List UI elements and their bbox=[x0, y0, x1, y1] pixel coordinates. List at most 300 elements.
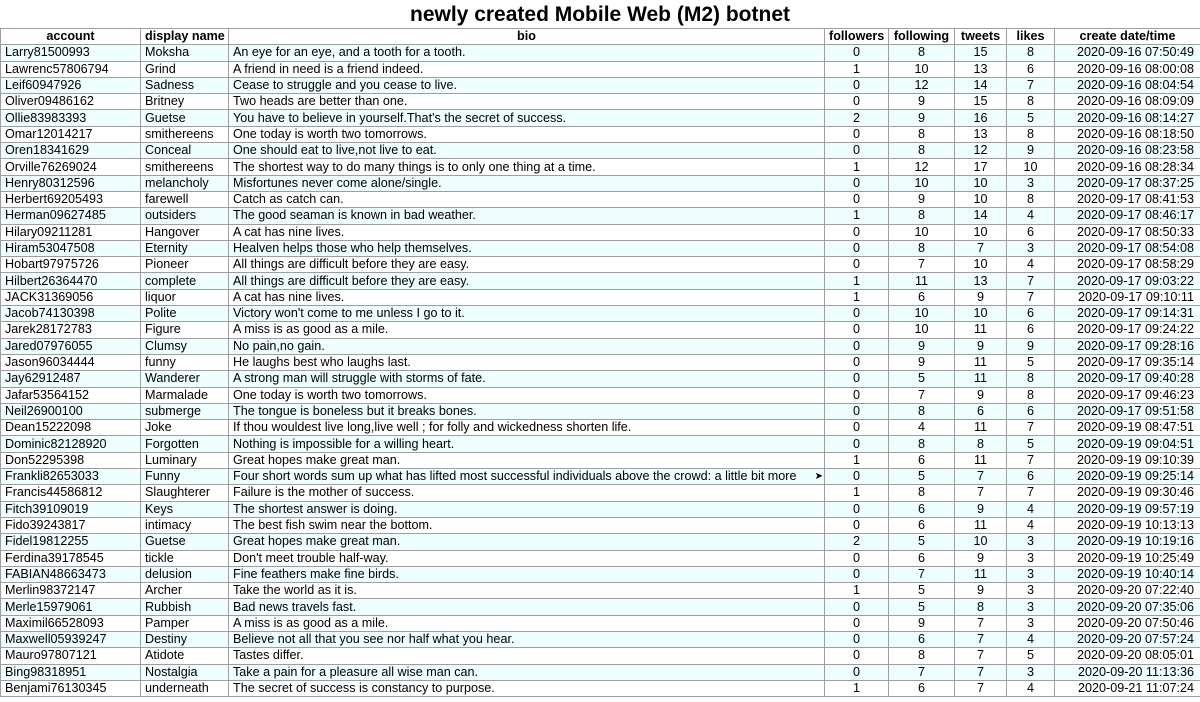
cell-following: 9 bbox=[889, 615, 955, 631]
cell-create-date: 2020-09-17 09:10:11 bbox=[1055, 289, 1200, 305]
cell-followers: 0 bbox=[825, 143, 889, 159]
cell-account: Herman09627485 bbox=[1, 208, 141, 224]
cell-bio bbox=[229, 159, 825, 175]
bio-text: You have to believe in yourself.That's the secret of success. bbox=[233, 110, 567, 125]
cell-bio bbox=[229, 664, 825, 680]
header-display-name[interactable]: display name bbox=[141, 29, 229, 45]
cell-create-date: 2020-09-16 08:09:09 bbox=[1055, 94, 1200, 110]
cell-following: 12 bbox=[889, 159, 955, 175]
table-row[interactable] bbox=[1, 599, 1200, 615]
cell-bio bbox=[229, 550, 825, 566]
cell-following: 6 bbox=[889, 452, 955, 468]
table-row[interactable] bbox=[1, 436, 1200, 452]
table-row[interactable] bbox=[1, 534, 1200, 550]
cell-tweets: 9 bbox=[955, 583, 1007, 599]
bio-text: A cat has nine lives. bbox=[233, 224, 345, 239]
cell-tweets: 9 bbox=[955, 387, 1007, 403]
cell-likes: 3 bbox=[1007, 550, 1055, 566]
table-row[interactable] bbox=[1, 615, 1200, 631]
bio-text: The secret of success is constancy to purpose. bbox=[233, 681, 495, 696]
cell-account: Fidel19812255 bbox=[1, 534, 141, 550]
cell-tweets: 7 bbox=[955, 240, 1007, 256]
cell-bio bbox=[229, 126, 825, 142]
table-row[interactable] bbox=[1, 45, 1200, 61]
table-row[interactable] bbox=[1, 680, 1200, 696]
cell-tweets: 6 bbox=[955, 403, 1007, 419]
bio-text: He laughs best who laughs last. bbox=[233, 355, 411, 370]
cell-likes: 3 bbox=[1007, 664, 1055, 680]
bio-text: All things are difficult before they are easy. bbox=[233, 257, 470, 272]
cell-display-name: Figure bbox=[141, 322, 229, 338]
cell-likes: 10 bbox=[1007, 159, 1055, 175]
bio-text: Fine feathers make fine birds. bbox=[233, 566, 399, 581]
cell-following: 8 bbox=[889, 648, 955, 664]
cell-followers: 0 bbox=[825, 354, 889, 370]
table-row[interactable] bbox=[1, 61, 1200, 77]
cell-display-name: tickle bbox=[141, 550, 229, 566]
cell-followers: 0 bbox=[825, 469, 889, 485]
page-title: newly created Mobile Web (M2) botnet bbox=[410, 3, 790, 26]
cell-display-name: Sadness bbox=[141, 77, 229, 93]
cell-bio bbox=[229, 420, 825, 436]
cell-following: 9 bbox=[889, 191, 955, 207]
cell-create-date: 2020-09-20 08:05:01 bbox=[1055, 648, 1200, 664]
cell-tweets: 11 bbox=[955, 371, 1007, 387]
cell-followers: 0 bbox=[825, 306, 889, 322]
table-row[interactable] bbox=[1, 452, 1200, 468]
cell-following: 9 bbox=[889, 94, 955, 110]
cell-following: 6 bbox=[889, 680, 955, 696]
table-row[interactable] bbox=[1, 517, 1200, 533]
cell-following: 5 bbox=[889, 599, 955, 615]
cell-following: 10 bbox=[889, 306, 955, 322]
cell-followers: 0 bbox=[825, 338, 889, 354]
cell-display-name: Destiny bbox=[141, 631, 229, 647]
table-row[interactable] bbox=[1, 387, 1200, 403]
cell-create-date: 2020-09-16 08:18:50 bbox=[1055, 126, 1200, 142]
cell-account: Merle15979061 bbox=[1, 599, 141, 615]
cell-create-date: 2020-09-17 08:58:29 bbox=[1055, 257, 1200, 273]
bio-text: Nothing is impossible for a willing heart. bbox=[233, 436, 455, 451]
cell-account: Maximil66528093 bbox=[1, 615, 141, 631]
cell-likes: 7 bbox=[1007, 485, 1055, 501]
cell-bio bbox=[229, 387, 825, 403]
cell-bio bbox=[229, 648, 825, 664]
cell-create-date: 2020-09-20 07:50:46 bbox=[1055, 615, 1200, 631]
cell-create-date: 2020-09-19 09:04:51 bbox=[1055, 436, 1200, 452]
cell-tweets: 10 bbox=[955, 224, 1007, 240]
cell-tweets: 9 bbox=[955, 338, 1007, 354]
cell-tweets: 14 bbox=[955, 208, 1007, 224]
cell-display-name: Clumsy bbox=[141, 338, 229, 354]
cell-likes: 9 bbox=[1007, 143, 1055, 159]
cell-create-date: 2020-09-19 10:19:16 bbox=[1055, 534, 1200, 550]
table-row[interactable] bbox=[1, 664, 1200, 680]
cell-likes: 6 bbox=[1007, 469, 1055, 485]
bio-text: A strong man will struggle with storms of fate. bbox=[233, 371, 486, 386]
cell-followers: 0 bbox=[825, 615, 889, 631]
cell-account: Hilary09211281 bbox=[1, 224, 141, 240]
cell-account: Hilbert26364470 bbox=[1, 273, 141, 289]
cell-create-date: 2020-09-19 10:13:13 bbox=[1055, 517, 1200, 533]
cell-followers: 0 bbox=[825, 631, 889, 647]
cell-tweets: 7 bbox=[955, 664, 1007, 680]
cell-tweets: 11 bbox=[955, 566, 1007, 582]
table-row[interactable] bbox=[1, 420, 1200, 436]
cell-following: 8 bbox=[889, 240, 955, 256]
cell-account: Don52295398 bbox=[1, 452, 141, 468]
cell-create-date: 2020-09-16 07:50:49 bbox=[1055, 45, 1200, 61]
table-row[interactable] bbox=[1, 77, 1200, 93]
cell-bio bbox=[229, 110, 825, 126]
cell-bio bbox=[229, 94, 825, 110]
cell-display-name: funny bbox=[141, 354, 229, 370]
cell-following: 11 bbox=[889, 273, 955, 289]
cell-tweets: 13 bbox=[955, 61, 1007, 77]
cell-bio bbox=[229, 322, 825, 338]
cell-create-date: 2020-09-17 08:41:53 bbox=[1055, 191, 1200, 207]
cell-tweets: 7 bbox=[955, 485, 1007, 501]
table-row[interactable] bbox=[1, 240, 1200, 256]
cell-account: Neil26900100 bbox=[1, 403, 141, 419]
cell-bio bbox=[229, 583, 825, 599]
cell-bio bbox=[229, 175, 825, 191]
cell-create-date: 2020-09-17 09:35:14 bbox=[1055, 354, 1200, 370]
cell-followers: 0 bbox=[825, 420, 889, 436]
cell-followers: 0 bbox=[825, 517, 889, 533]
bio-text: Believe not all that you see nor half what you hear. bbox=[233, 632, 515, 647]
cell-create-date: 2020-09-19 10:25:49 bbox=[1055, 550, 1200, 566]
cell-followers: 0 bbox=[825, 77, 889, 93]
cell-account: Henry80312596 bbox=[1, 175, 141, 191]
cell-create-date: 2020-09-17 08:37:25 bbox=[1055, 175, 1200, 191]
cell-followers: 0 bbox=[825, 566, 889, 582]
cell-tweets: 11 bbox=[955, 354, 1007, 370]
cell-followers: 0 bbox=[825, 175, 889, 191]
cell-account: Herbert69205493 bbox=[1, 191, 141, 207]
cell-likes: 8 bbox=[1007, 191, 1055, 207]
bio-text: Healven helps those who help themselves. bbox=[233, 241, 472, 255]
table-row[interactable] bbox=[1, 191, 1200, 207]
cell-create-date: 2020-09-17 08:54:08 bbox=[1055, 240, 1200, 256]
cell-account: Larry81500993 bbox=[1, 45, 141, 61]
cell-likes: 7 bbox=[1007, 420, 1055, 436]
bio-text: A miss is as good as a mile. bbox=[233, 615, 389, 630]
cell-following: 8 bbox=[889, 45, 955, 61]
cell-followers: 0 bbox=[825, 436, 889, 452]
cell-bio bbox=[229, 191, 825, 207]
cell-account: Maxwell05939247 bbox=[1, 631, 141, 647]
cell-likes: 3 bbox=[1007, 615, 1055, 631]
cell-display-name: melancholy bbox=[141, 175, 229, 191]
cell-account: Leif60947926 bbox=[1, 77, 141, 93]
header-tweets[interactable]: tweets bbox=[955, 29, 1007, 45]
cell-account: Dominic82128920 bbox=[1, 436, 141, 452]
cell-account: Fitch39109019 bbox=[1, 501, 141, 517]
cell-create-date: 2020-09-17 09:46:23 bbox=[1055, 387, 1200, 403]
cell-bio bbox=[229, 436, 825, 452]
cell-create-date: 2020-09-16 08:00:08 bbox=[1055, 61, 1200, 77]
cell-create-date: 2020-09-17 09:24:22 bbox=[1055, 322, 1200, 338]
cell-following: 5 bbox=[889, 371, 955, 387]
cell-account: Jacob74130398 bbox=[1, 306, 141, 322]
cell-following: 12 bbox=[889, 77, 955, 93]
cell-display-name: Luminary bbox=[141, 452, 229, 468]
bio-text: The good seaman is known in bad weather. bbox=[233, 208, 476, 223]
cell-display-name: Hangover bbox=[141, 224, 229, 240]
table-row[interactable] bbox=[1, 94, 1200, 110]
cell-account: Dean15222098 bbox=[1, 420, 141, 436]
cell-display-name: Forgotten bbox=[141, 436, 229, 452]
cell-bio bbox=[229, 599, 825, 615]
cell-likes: 3 bbox=[1007, 583, 1055, 599]
cell-tweets: 12 bbox=[955, 143, 1007, 159]
bio-text: Two heads are better than one. bbox=[233, 94, 408, 109]
cell-likes: 6 bbox=[1007, 224, 1055, 240]
cell-likes: 5 bbox=[1007, 436, 1055, 452]
header-bio[interactable]: bio bbox=[229, 29, 825, 45]
table-row[interactable] bbox=[1, 550, 1200, 566]
table-row[interactable] bbox=[1, 273, 1200, 289]
cell-bio bbox=[229, 338, 825, 354]
cell-followers: 0 bbox=[825, 224, 889, 240]
cell-account: Benjami76130345 bbox=[1, 680, 141, 696]
bio-text: The best fish swim near the bottom. bbox=[233, 518, 433, 533]
table-body bbox=[1, 45, 1200, 697]
cell-following: 8 bbox=[889, 436, 955, 452]
cell-display-name: Rubbish bbox=[141, 599, 229, 615]
cell-tweets: 10 bbox=[955, 534, 1007, 550]
cell-account: Omar12014217 bbox=[1, 126, 141, 142]
table-row[interactable] bbox=[1, 143, 1200, 159]
bio-text: Catch as catch can. bbox=[233, 192, 344, 207]
cell-display-name: Guetse bbox=[141, 110, 229, 126]
cell-create-date: 2020-09-16 08:28:34 bbox=[1055, 159, 1200, 175]
cell-followers: 0 bbox=[825, 191, 889, 207]
cell-tweets: 16 bbox=[955, 110, 1007, 126]
cell-followers: 0 bbox=[825, 322, 889, 338]
cell-following: 4 bbox=[889, 420, 955, 436]
cell-create-date: 2020-09-20 07:22:40 bbox=[1055, 583, 1200, 599]
cell-display-name: Eternity bbox=[141, 240, 229, 256]
cell-bio bbox=[229, 631, 825, 647]
header-account[interactable]: account bbox=[1, 29, 141, 45]
cell-create-date: 2020-09-20 07:35:06 bbox=[1055, 599, 1200, 615]
bio-text: Great hopes make great man. bbox=[233, 452, 401, 467]
table-row[interactable] bbox=[1, 208, 1200, 224]
cell-followers: 0 bbox=[825, 257, 889, 273]
cell-followers: 0 bbox=[825, 403, 889, 419]
cell-display-name: farewell bbox=[141, 191, 229, 207]
cell-following: 8 bbox=[889, 403, 955, 419]
cell-create-date: 2020-09-17 09:28:16 bbox=[1055, 338, 1200, 354]
cell-display-name: delusion bbox=[141, 566, 229, 582]
bio-text: One today is worth two tomorrows. bbox=[233, 126, 427, 141]
cell-followers: 1 bbox=[825, 273, 889, 289]
table-row[interactable] bbox=[1, 338, 1200, 354]
bio-text: One today is worth two tomorrows. bbox=[233, 387, 427, 402]
cell-followers: 1 bbox=[825, 485, 889, 501]
cell-account: Jarek28172783 bbox=[1, 322, 141, 338]
cell-bio bbox=[229, 77, 825, 93]
table-row[interactable] bbox=[1, 110, 1200, 126]
cell-followers: 1 bbox=[825, 452, 889, 468]
cell-followers: 1 bbox=[825, 208, 889, 224]
cell-following: 8 bbox=[889, 208, 955, 224]
table-row[interactable] bbox=[1, 403, 1200, 419]
cell-tweets: 11 bbox=[955, 452, 1007, 468]
table-row[interactable] bbox=[1, 485, 1200, 501]
cell-likes: 7 bbox=[1007, 273, 1055, 289]
cell-following: 9 bbox=[889, 110, 955, 126]
cell-display-name: Funny bbox=[141, 469, 229, 485]
cell-create-date: 2020-09-19 09:30:46 bbox=[1055, 485, 1200, 501]
cell-display-name: Joke bbox=[141, 420, 229, 436]
cell-tweets: 7 bbox=[955, 615, 1007, 631]
cell-bio bbox=[229, 61, 825, 77]
cell-tweets: 8 bbox=[955, 599, 1007, 615]
table-row[interactable] bbox=[1, 371, 1200, 387]
cell-tweets: 9 bbox=[955, 501, 1007, 517]
bio-text: One should eat to live,not live to eat. bbox=[233, 143, 437, 158]
table-row[interactable] bbox=[1, 175, 1200, 191]
cell-bio bbox=[229, 517, 825, 533]
bio-text: An eye for an eye, and a tooth for a tooth. bbox=[233, 45, 466, 60]
table-row[interactable] bbox=[1, 631, 1200, 647]
cell-following: 10 bbox=[889, 322, 955, 338]
header-followers[interactable]: followers bbox=[825, 29, 889, 45]
table-row[interactable] bbox=[1, 648, 1200, 664]
cell-likes: 8 bbox=[1007, 126, 1055, 142]
table-row[interactable] bbox=[1, 289, 1200, 305]
table-row[interactable] bbox=[1, 354, 1200, 370]
cell-likes: 8 bbox=[1007, 94, 1055, 110]
cell-followers: 0 bbox=[825, 648, 889, 664]
cell-create-date: 2020-09-20 11:13:36 bbox=[1055, 664, 1200, 680]
cell-tweets: 7 bbox=[955, 680, 1007, 696]
cell-likes: 3 bbox=[1007, 240, 1055, 256]
cell-display-name: Polite bbox=[141, 306, 229, 322]
table-row[interactable] bbox=[1, 583, 1200, 599]
cell-display-name: smithereens bbox=[141, 159, 229, 175]
cell-likes: 5 bbox=[1007, 110, 1055, 126]
table-row[interactable] bbox=[1, 469, 1200, 485]
cell-display-name: Conceal bbox=[141, 143, 229, 159]
chevron-right-icon[interactable]: ➤ bbox=[814, 471, 823, 483]
cell-bio bbox=[229, 208, 825, 224]
cell-bio bbox=[229, 485, 825, 501]
cell-followers: 1 bbox=[825, 289, 889, 305]
cell-likes: 4 bbox=[1007, 680, 1055, 696]
cell-create-date: 2020-09-17 09:03:22 bbox=[1055, 273, 1200, 289]
cell-bio bbox=[229, 240, 825, 256]
table-row[interactable] bbox=[1, 322, 1200, 338]
cell-display-name: Pioneer bbox=[141, 257, 229, 273]
cell-tweets: 7 bbox=[955, 648, 1007, 664]
cell-tweets: 11 bbox=[955, 322, 1007, 338]
cell-likes: 8 bbox=[1007, 371, 1055, 387]
header-likes[interactable]: likes bbox=[1007, 29, 1055, 45]
cell-likes: 7 bbox=[1007, 77, 1055, 93]
bio-text: Four short words sum up what has lifted most successful individuals above the crowd: a little bit more bbox=[233, 469, 797, 484]
cell-followers: 0 bbox=[825, 501, 889, 517]
table-row[interactable] bbox=[1, 159, 1200, 175]
header-create-date[interactable]: create date/time bbox=[1055, 29, 1200, 45]
cell-following: 6 bbox=[889, 631, 955, 647]
header-row bbox=[1, 29, 1200, 45]
cell-tweets: 11 bbox=[955, 420, 1007, 436]
cell-followers: 1 bbox=[825, 159, 889, 175]
table-row[interactable] bbox=[1, 257, 1200, 273]
cell-following: 6 bbox=[889, 289, 955, 305]
cell-following: 6 bbox=[889, 517, 955, 533]
header-following[interactable]: following bbox=[889, 29, 955, 45]
cell-bio bbox=[229, 615, 825, 631]
cell-likes: 6 bbox=[1007, 306, 1055, 322]
cell-followers: 1 bbox=[825, 61, 889, 77]
cell-bio bbox=[229, 469, 825, 485]
cell-likes: 8 bbox=[1007, 45, 1055, 61]
cell-display-name: Guetse bbox=[141, 534, 229, 550]
cell-tweets: 15 bbox=[955, 45, 1007, 61]
bio-text: Cease to struggle and you cease to live. bbox=[233, 78, 458, 93]
cell-following: 8 bbox=[889, 126, 955, 142]
cell-bio bbox=[229, 354, 825, 370]
cell-display-name: submerge bbox=[141, 403, 229, 419]
cell-tweets: 9 bbox=[955, 550, 1007, 566]
cell-create-date: 2020-09-19 09:25:14 bbox=[1055, 469, 1200, 485]
cell-account: Ollie83983393 bbox=[1, 110, 141, 126]
cell-display-name: Moksha bbox=[141, 45, 229, 61]
cell-followers: 0 bbox=[825, 599, 889, 615]
cell-following: 5 bbox=[889, 469, 955, 485]
bio-text: No pain,no gain. bbox=[233, 338, 325, 353]
cell-create-date: 2020-09-17 09:51:58 bbox=[1055, 403, 1200, 419]
cell-account: Oren18341629 bbox=[1, 143, 141, 159]
cell-display-name: outsiders bbox=[141, 208, 229, 224]
bio-text: All things are difficult before they are easy. bbox=[233, 273, 470, 288]
cell-create-date: 2020-09-19 09:10:39 bbox=[1055, 452, 1200, 468]
cell-display-name: Grind bbox=[141, 61, 229, 77]
bio-text: Take the world as it is. bbox=[233, 583, 357, 598]
table-row[interactable] bbox=[1, 224, 1200, 240]
table-row[interactable] bbox=[1, 306, 1200, 322]
bio-text: Tastes differ. bbox=[233, 648, 304, 663]
cell-bio bbox=[229, 534, 825, 550]
bio-text: If thou wouldest live long,live well ; for folly and wickedness shorten life. bbox=[233, 420, 632, 435]
cell-tweets: 13 bbox=[955, 126, 1007, 142]
cell-likes: 7 bbox=[1007, 289, 1055, 305]
cell-display-name: smithereens bbox=[141, 126, 229, 142]
cell-account: Ferdina39178545 bbox=[1, 550, 141, 566]
cell-tweets: 13 bbox=[955, 273, 1007, 289]
cell-tweets: 14 bbox=[955, 77, 1007, 93]
cell-create-date: 2020-09-16 08:14:27 bbox=[1055, 110, 1200, 126]
botnet-table bbox=[0, 28, 1200, 697]
table-row[interactable] bbox=[1, 566, 1200, 582]
cell-display-name: Keys bbox=[141, 501, 229, 517]
bio-text: Great hopes make great man. bbox=[233, 534, 401, 549]
cell-likes: 3 bbox=[1007, 534, 1055, 550]
cell-following: 7 bbox=[889, 387, 955, 403]
cell-create-date: 2020-09-17 09:14:31 bbox=[1055, 306, 1200, 322]
cell-followers: 0 bbox=[825, 126, 889, 142]
table-row[interactable] bbox=[1, 126, 1200, 142]
table-row[interactable] bbox=[1, 501, 1200, 517]
cell-display-name: Pamper bbox=[141, 615, 229, 631]
cell-account: Oliver09486162 bbox=[1, 94, 141, 110]
cell-tweets: 8 bbox=[955, 436, 1007, 452]
